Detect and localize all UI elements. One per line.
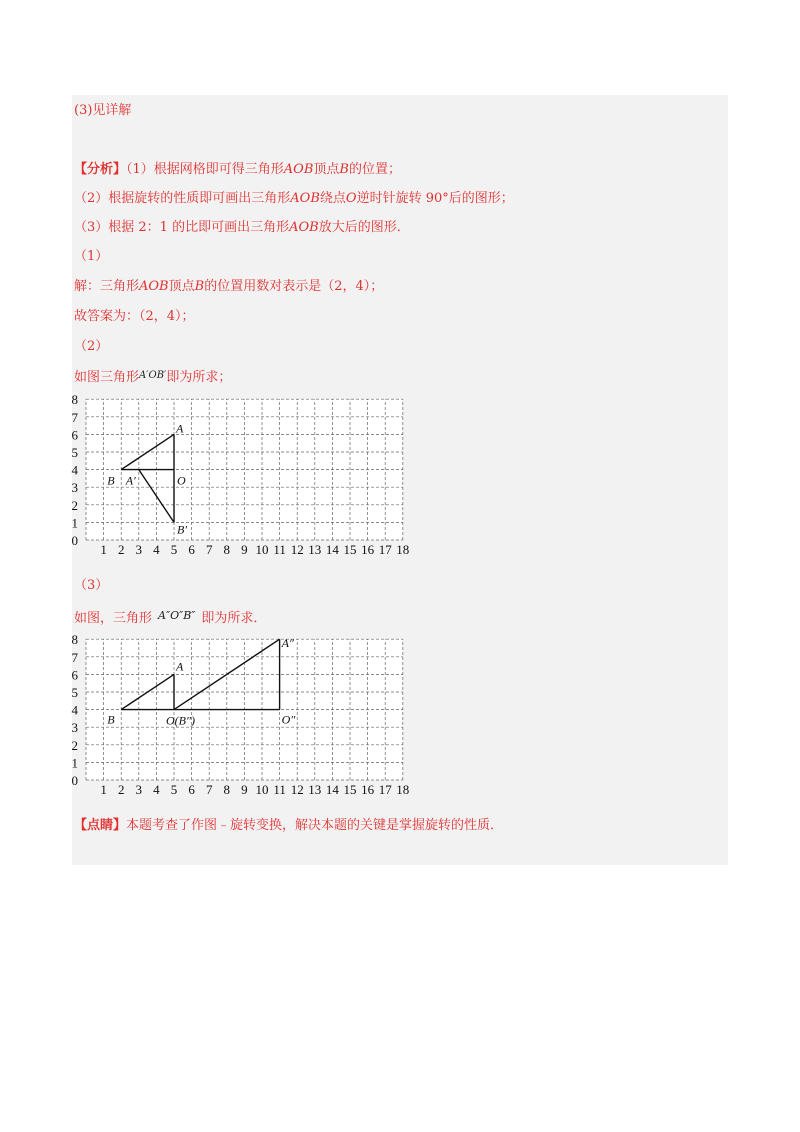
y-tick-label: 2 [71,737,78,753]
y-tick-label: 5 [71,685,78,700]
x-tick-label: 6 [188,542,195,557]
line-part3-summary: (3)见详解 [74,103,132,118]
y-tick-label: 6 [71,667,78,683]
x-tick-label: 15 [343,542,357,557]
x-tick-label: 5 [170,782,178,797]
y-tick-label: 4 [71,462,78,478]
x-tick-label: 16 [361,782,375,797]
x-tick-label: 14 [325,542,339,557]
x-tick-label: 13 [308,782,322,797]
analysis-tag: 【分析】 [74,162,127,177]
comment-tag: 【点睛】 [74,818,127,833]
y-tick-label: 7 [71,649,78,665]
y-tick-label: 1 [71,755,78,771]
x-tick-label: 15 [343,782,357,797]
x-tick-label: 8 [223,782,231,797]
x-tick-label: 2 [117,782,125,797]
x-tick-label: 1 [100,542,107,557]
x-tick-label: 17 [378,782,392,797]
line-part1-heading: （1） [74,249,109,264]
line-analysis-1: 【分析】（1）根据网格即可得三角形AOB顶点B的位置； [74,162,401,177]
x-tick-label: 5 [170,542,178,557]
line-figure2-caption: 如图三角形$^{A'OB'}$即为所求； [74,370,232,385]
y-tick-label: 0 [71,773,78,788]
x-tick-label: 12 [290,782,304,797]
y-tick-label: 3 [71,720,78,736]
point-label: A′ [125,473,136,488]
line-answer: 故答案为：（2，4）； [74,309,195,324]
x-tick-label: 18 [396,542,410,557]
point-label: O″ [281,712,296,727]
line-comment: 【点睛】本题考查了作图﹣旋转变换，解决本题的关键是掌握旋转的性质． [74,818,504,833]
line-analysis-2: （2）根据旋转的性质即可画出三角形AOB绕点O逆时针旋转 90°后的图形； [74,191,514,206]
x-tick-label: 4 [153,782,160,797]
x-tick-label: 13 [308,542,322,557]
y-tick-label: 3 [71,480,78,496]
x-tick-label: 17 [378,542,392,557]
grid-figure-2 [62,630,412,800]
point-label: O(B″) [166,713,195,728]
line-part2-heading: （2） [74,339,109,354]
x-tick-label: 2 [117,542,125,557]
point-label: B′ [177,522,187,537]
line-analysis-3: （3）根据 2：1 的比即可画出三角形AOB放大后的图形． [74,220,410,235]
x-tick-label: 4 [153,542,160,557]
x-tick-label: 16 [361,542,375,557]
x-tick-label: 18 [396,782,410,797]
x-tick-label: 14 [325,782,339,797]
x-tick-label: 3 [135,782,143,797]
y-tick-label: 8 [71,632,78,648]
point-label: A [176,421,184,436]
y-tick-label: 6 [71,427,78,443]
line-figure3-caption: 如图，三角形 $^{A''O''B''}$ 即为所求． [74,609,267,626]
x-tick-label: 11 [273,782,286,797]
y-tick-label: 0 [71,533,78,548]
x-tick-label: 10 [255,782,269,797]
x-tick-label: 6 [188,782,195,797]
x-tick-label: 9 [241,542,248,557]
point-label: B [107,712,115,727]
line-part3-heading: （3） [74,578,109,593]
x-tick-label: 11 [273,542,286,557]
point-label: A″ [281,636,294,651]
x-tick-label: 1 [100,782,107,797]
y-tick-label: 8 [71,392,78,408]
y-tick-label: 4 [71,702,78,718]
point-label: B [107,473,115,488]
y-tick-label: 5 [71,445,78,460]
y-tick-label: 7 [71,409,78,425]
x-tick-label: 3 [135,542,143,557]
y-tick-label: 2 [71,497,78,513]
x-tick-label: 7 [205,782,213,797]
y-tick-label: 1 [71,515,78,531]
x-tick-label: 8 [223,542,231,557]
line-solution: 解：三角形AOB顶点B的位置用数对表示是（2，4）； [74,279,384,294]
point-label: A [176,659,184,674]
point-label: O [177,473,186,488]
x-tick-label: 10 [255,542,269,557]
x-tick-label: 9 [241,782,248,797]
grid-figure-1 [62,390,412,560]
x-tick-label: 12 [290,542,304,557]
x-tick-label: 7 [205,542,213,557]
